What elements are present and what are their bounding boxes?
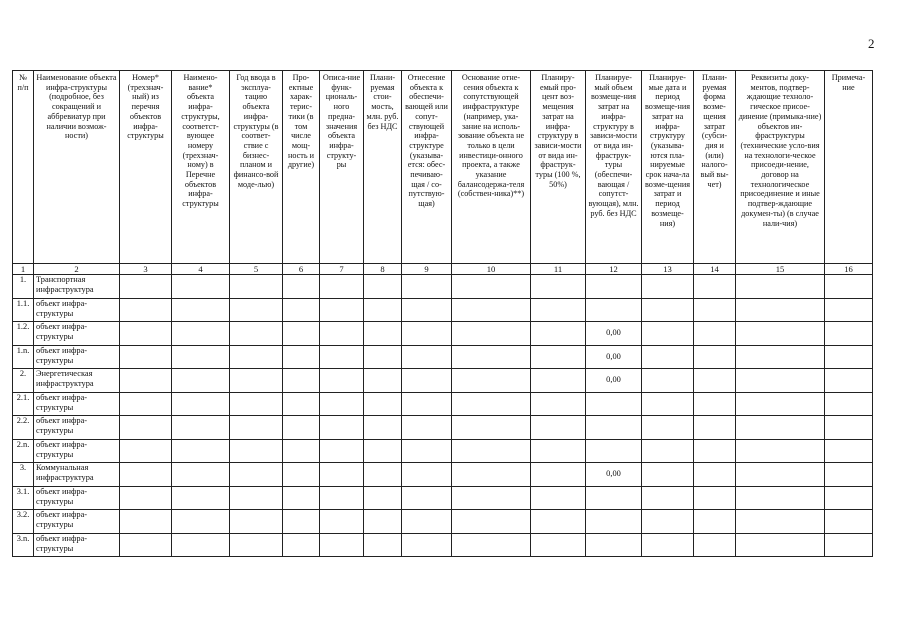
table-cell: [452, 439, 531, 463]
table-cell: [694, 298, 736, 322]
table-cell: [736, 486, 825, 510]
table-cell: [172, 416, 230, 440]
table-cell: [825, 298, 873, 322]
table-cell: [283, 416, 320, 440]
table-cell: [452, 510, 531, 534]
table-cell: [531, 439, 586, 463]
table-cell: [825, 345, 873, 369]
table-cell: [642, 510, 694, 534]
table-cell: [694, 439, 736, 463]
table-cell: [230, 275, 283, 299]
row-index: 3.1.: [13, 486, 34, 510]
table-cell: [452, 345, 531, 369]
table-cell: [825, 486, 873, 510]
row-index: 2.1.: [13, 392, 34, 416]
table-cell: [452, 275, 531, 299]
table-cell: [320, 369, 364, 393]
table-cell: [642, 486, 694, 510]
col-header-8: Плани-руемая стои-мость, млн. руб. без НДС: [364, 71, 402, 264]
table-cell: [452, 298, 531, 322]
object-name-cell: объект инфра-структуры: [34, 345, 120, 369]
table-cell: [736, 416, 825, 440]
table-cell: [531, 463, 586, 487]
column-number: 15: [736, 264, 825, 275]
object-name-cell: объект инфра-структуры: [34, 298, 120, 322]
table-cell: [694, 392, 736, 416]
table-cell: [364, 345, 402, 369]
table-cell: [531, 533, 586, 557]
table-cell: [230, 345, 283, 369]
table-cell: [402, 416, 452, 440]
table-cell: [364, 392, 402, 416]
table-cell: [283, 510, 320, 534]
table-cell: [364, 322, 402, 346]
table-cell: [320, 463, 364, 487]
table-cell: [172, 298, 230, 322]
col-header-11: Планиру-емый про-цент воз-мещения затрат на инфра-структуру в зависи-мости от вида ин-фраструк-туры (100 %, 50%): [531, 71, 586, 264]
reimbursement-volume-cell: 0,00: [586, 369, 642, 393]
table-cell: [402, 345, 452, 369]
table-cell: [825, 322, 873, 346]
table-cell: [230, 298, 283, 322]
table-cell: [120, 439, 172, 463]
col-header-12: Планируе-мый объем возмеще-ния затрат на инфра-структуру в зависи-мости от вида ин-фраструк-туры (обеспечи-вающая / сопутст-вующая), млн. руб. без НДС: [586, 71, 642, 264]
table-cell: [531, 486, 586, 510]
table-cell: [283, 533, 320, 557]
table-cell: [402, 392, 452, 416]
table-cell: [452, 369, 531, 393]
col-header-9: Отнесение объекта к обеспечи-вающей или сопут-ствующей инфра-структуре (указыва-ется: обес-печиваю-щая / со-путствую-щая): [402, 71, 452, 264]
table-cell: [364, 486, 402, 510]
table-cell: [320, 275, 364, 299]
object-name-cell: объект инфра-структуры: [34, 416, 120, 440]
reimbursement-volume-cell: [586, 275, 642, 299]
table-cell: [825, 533, 873, 557]
object-name-cell: объект инфра-структуры: [34, 439, 120, 463]
table-cell: [452, 533, 531, 557]
table-cell: [642, 392, 694, 416]
table-row: [13, 392, 873, 416]
col-header-6: Про-ектные харак-терис-тики (в том числе мощ-ность и другие): [283, 71, 320, 264]
table-cell: [452, 463, 531, 487]
table-cell: [172, 322, 230, 346]
table-cell: [736, 510, 825, 534]
table-cell: [364, 510, 402, 534]
row-index: 1.1.: [13, 298, 34, 322]
table-cell: [531, 322, 586, 346]
table-cell: [694, 322, 736, 346]
table-cell: [364, 416, 402, 440]
table-cell: [642, 275, 694, 299]
table-cell: [230, 533, 283, 557]
table-cell: [172, 463, 230, 487]
table-cell: [402, 322, 452, 346]
table-cell: [736, 533, 825, 557]
table-cell: [172, 533, 230, 557]
table-cell: [825, 439, 873, 463]
column-number: 2: [34, 264, 120, 275]
row-index: 1.: [13, 275, 34, 299]
table-cell: [320, 416, 364, 440]
table-cell: [172, 486, 230, 510]
table-cell: [825, 416, 873, 440]
table-cell: [402, 298, 452, 322]
table-cell: [825, 510, 873, 534]
object-name-cell: объект инфра-структуры: [34, 392, 120, 416]
table-cell: [120, 463, 172, 487]
table-cell: [825, 369, 873, 393]
table-cell: [172, 369, 230, 393]
column-number: 8: [364, 264, 402, 275]
table-row: [13, 369, 873, 393]
table-cell: [642, 345, 694, 369]
table-cell: [642, 439, 694, 463]
table-cell: [172, 392, 230, 416]
table-cell: [283, 486, 320, 510]
object-name-cell: объект инфра-структуры: [34, 322, 120, 346]
table-cell: [736, 345, 825, 369]
table-cell: [283, 322, 320, 346]
table-cell: [694, 510, 736, 534]
table-cell: [642, 463, 694, 487]
table-cell: [283, 345, 320, 369]
reimbursement-volume-cell: [586, 510, 642, 534]
object-name-cell: Энергетическая инфраструктура: [34, 369, 120, 393]
table-cell: [120, 322, 172, 346]
object-name-cell: объект инфра-структуры: [34, 533, 120, 557]
col-header-4: Наимено-вание* объекта инфра-структуры, соответст-вующее номеру (трехзнач-ному) в Перечне объектов инфра-структуры: [172, 71, 230, 264]
table-cell: [283, 369, 320, 393]
table-row: [13, 533, 873, 557]
table-cell: [642, 322, 694, 346]
table-cell: [120, 275, 172, 299]
table-row: [13, 439, 873, 463]
infrastructure-table: [12, 70, 873, 557]
col-header-13: Планируе-мые дата и период возмеще-ния затрат на инфра-структуру (указыва-ются пла-нируемые срок нача-ла возме-щения затрат и период возмеще-ния): [642, 71, 694, 264]
table-cell: [230, 510, 283, 534]
table-cell: [825, 463, 873, 487]
table-cell: [736, 369, 825, 393]
object-name-cell: объект инфра-структуры: [34, 486, 120, 510]
table-cell: [283, 439, 320, 463]
table-cell: [694, 486, 736, 510]
table-cell: [452, 392, 531, 416]
col-header-7: Описа-ние функ-циональ-ного предна-значения объекта инфра-структу-ры: [320, 71, 364, 264]
table-row: [13, 463, 873, 487]
table-cell: [402, 533, 452, 557]
row-index: 2.: [13, 369, 34, 393]
table-cell: [531, 416, 586, 440]
table-cell: [230, 463, 283, 487]
table-cell: [172, 275, 230, 299]
header-row: [13, 71, 873, 264]
table-row: [13, 322, 873, 346]
table-cell: [531, 510, 586, 534]
table-cell: [825, 392, 873, 416]
page-number: 2: [868, 36, 875, 51]
reimbursement-volume-cell: [586, 533, 642, 557]
table-cell: [694, 275, 736, 299]
table-cell: [364, 275, 402, 299]
table-cell: [694, 369, 736, 393]
column-number: 4: [172, 264, 230, 275]
col-header-3: Номер* (трехзнач-ный) из перечня объектов инфра-структуры: [120, 71, 172, 264]
object-name-cell: Транспортная инфраструктура: [34, 275, 120, 299]
table-cell: [402, 369, 452, 393]
object-name-cell: Коммунальная инфраструктура: [34, 463, 120, 487]
column-number: 16: [825, 264, 873, 275]
table-cell: [320, 533, 364, 557]
table-cell: [402, 439, 452, 463]
reimbursement-volume-cell: [586, 486, 642, 510]
table-cell: [120, 369, 172, 393]
table-cell: [642, 298, 694, 322]
table-row: [13, 345, 873, 369]
table-cell: [364, 369, 402, 393]
column-number: 11: [531, 264, 586, 275]
table-cell: [825, 275, 873, 299]
table-cell: [320, 439, 364, 463]
row-index: 1.2.: [13, 322, 34, 346]
table-cell: [320, 345, 364, 369]
table-cell: [120, 416, 172, 440]
table-cell: [736, 298, 825, 322]
table-cell: [642, 416, 694, 440]
table-cell: [320, 322, 364, 346]
table-cell: [694, 533, 736, 557]
table-cell: [283, 275, 320, 299]
table-cell: [694, 463, 736, 487]
table-cell: [531, 369, 586, 393]
table-cell: [694, 416, 736, 440]
table-row: [13, 510, 873, 534]
table-cell: [736, 439, 825, 463]
column-number-row: [13, 264, 873, 275]
column-number: 5: [230, 264, 283, 275]
table-cell: [172, 439, 230, 463]
column-number: 7: [320, 264, 364, 275]
table-cell: [320, 392, 364, 416]
table-cell: [531, 298, 586, 322]
table-row: [13, 486, 873, 510]
reimbursement-volume-cell: [586, 298, 642, 322]
col-header-10: Основание отне-сения объекта к сопутствующей инфраструктуре (например, ука-зание на исполь-зование объекта не только в цели инвестици-онного проекта, а также указание балансодержа-теля (собствен-ника)**): [452, 71, 531, 264]
column-number: 10: [452, 264, 531, 275]
row-index: 2.n.: [13, 439, 34, 463]
table-cell: [531, 275, 586, 299]
col-header-1: № п/п: [13, 71, 34, 264]
table-row: [13, 275, 873, 299]
reimbursement-volume-cell: [586, 416, 642, 440]
table-cell: [320, 486, 364, 510]
table-cell: [172, 345, 230, 369]
table-cell: [230, 486, 283, 510]
table-cell: [364, 463, 402, 487]
column-number: 12: [586, 264, 642, 275]
reimbursement-volume-cell: [586, 439, 642, 463]
col-header-2: Наименование объекта инфра-структуры (подробное, без сокращений и аббревиатур при наличии возмож-ности): [34, 71, 120, 264]
col-header-15: Реквизиты доку-ментов, подтвер-ждающие техноло-гическое присое-динение (примыка-ние) объектов ин-фраструктуры (технические усло-вия на технологи-ческое присоеди-нение, договор на технологическое присоединение и иные подтвер-ждающие докумен-ты) (в случае нали-чия): [736, 71, 825, 264]
table-cell: [736, 322, 825, 346]
table-cell: [736, 392, 825, 416]
table-cell: [230, 392, 283, 416]
table-cell: [364, 533, 402, 557]
column-number: 3: [120, 264, 172, 275]
column-number: 1: [13, 264, 34, 275]
table-cell: [402, 275, 452, 299]
column-number: 9: [402, 264, 452, 275]
table-cell: [320, 298, 364, 322]
table-cell: [120, 392, 172, 416]
table-cell: [642, 369, 694, 393]
table-cell: [120, 486, 172, 510]
object-name-cell: объект инфра-структуры: [34, 510, 120, 534]
table-cell: [694, 345, 736, 369]
table-cell: [283, 392, 320, 416]
column-number: 13: [642, 264, 694, 275]
table-cell: [230, 439, 283, 463]
row-index: 1.n.: [13, 345, 34, 369]
reimbursement-volume-cell: 0,00: [586, 463, 642, 487]
table-cell: [230, 416, 283, 440]
table-cell: [120, 345, 172, 369]
row-index: 3.n.: [13, 533, 34, 557]
reimbursement-volume-cell: 0,00: [586, 322, 642, 346]
reimbursement-volume-cell: 0,00: [586, 345, 642, 369]
table-cell: [230, 322, 283, 346]
table-cell: [452, 416, 531, 440]
col-header-14: Плани-руемая форма возме-щения затрат (субси-дия и (или) налого-вый вы-чет): [694, 71, 736, 264]
row-index: 2.2.: [13, 416, 34, 440]
table-cell: [283, 463, 320, 487]
row-index: 3.: [13, 463, 34, 487]
column-number: 6: [283, 264, 320, 275]
table-cell: [736, 463, 825, 487]
table-row: [13, 298, 873, 322]
table-cell: [364, 439, 402, 463]
row-index: 3.2.: [13, 510, 34, 534]
table-cell: [120, 510, 172, 534]
table-cell: [736, 275, 825, 299]
column-number: 14: [694, 264, 736, 275]
reimbursement-volume-cell: [586, 392, 642, 416]
table-cell: [172, 510, 230, 534]
table-row: [13, 416, 873, 440]
table-cell: [642, 533, 694, 557]
table-cell: [320, 510, 364, 534]
col-header-5: Год ввода в эксплуа-тацию объекта инфра-структуры (в соответ-ствие с бизнес-планом и финансо-вой моде-лью): [230, 71, 283, 264]
table-cell: [120, 298, 172, 322]
col-header-16: Примеча-ние: [825, 71, 873, 264]
table-cell: [364, 298, 402, 322]
table-cell: [230, 369, 283, 393]
table-cell: [402, 463, 452, 487]
table-cell: [283, 298, 320, 322]
table-cell: [402, 510, 452, 534]
table-cell: [531, 392, 586, 416]
table-cell: [452, 486, 531, 510]
table-cell: [120, 533, 172, 557]
table-cell: [402, 486, 452, 510]
table-cell: [531, 345, 586, 369]
table-cell: [452, 322, 531, 346]
